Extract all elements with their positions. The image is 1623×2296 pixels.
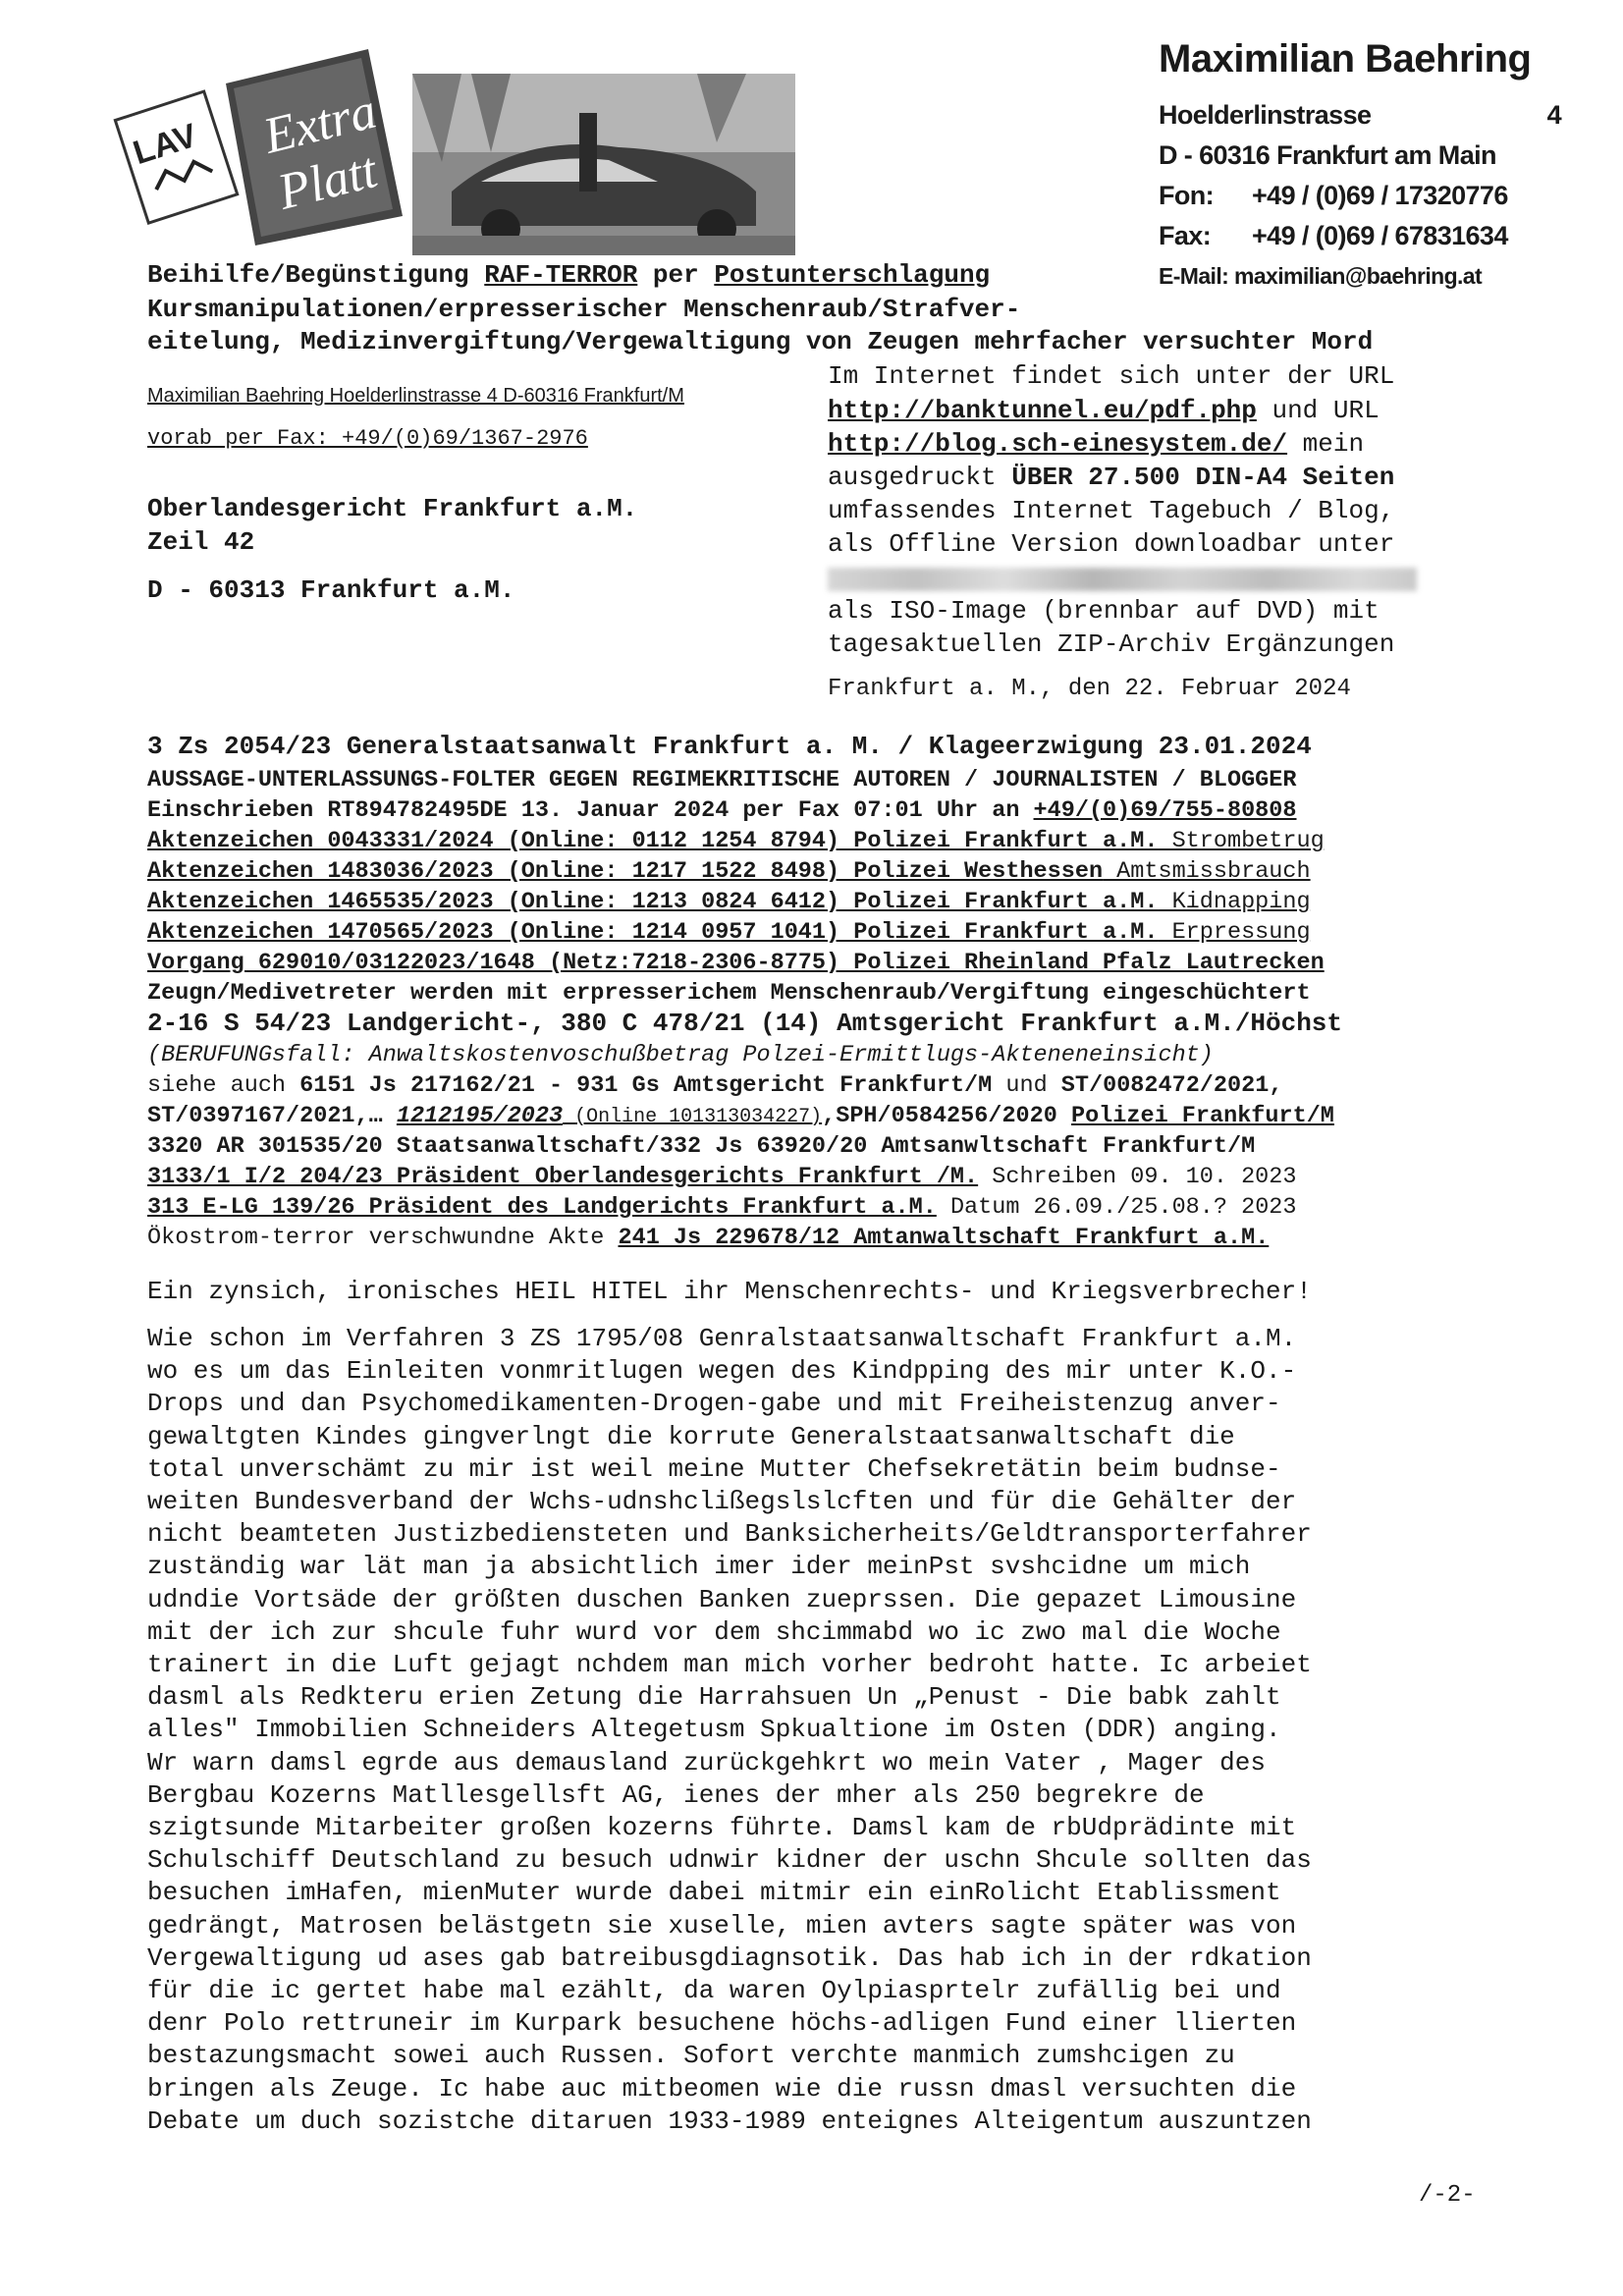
- ref-line-16: [147, 1194, 1297, 1221]
- recipient-street: Zeil 42: [147, 527, 255, 557]
- internet-note-ausgedruckt: ausgedruckt: [828, 463, 1012, 492]
- lav-badge: [115, 91, 237, 223]
- ref-fax-number: +49/(0)69/755-80808: [1033, 797, 1297, 824]
- body-line: alles" Immobilien Schneiders Altegetusm Spkualtione im Osten (DDR) anging.: [147, 1715, 1281, 1745]
- sender-street-line: [1159, 95, 1571, 136]
- lav-badge-text: LAV: [129, 116, 202, 173]
- ref-sph-number: ,SPH/0584256/2020: [822, 1103, 1071, 1129]
- car-wreck-photo: [412, 74, 795, 255]
- subject-line-3: eitelung, Medizinvergiftung/Vergewaltigung von Zeugen mehrfacher versuchter Mord: [147, 327, 1374, 356]
- sender-fon-line: [1159, 176, 1571, 216]
- ref-aktenzeichen-2: Aktenzeichen 1483036/2023 (Online: 1217 1522 8498) Polizei Westhessen: [147, 858, 1104, 885]
- date-line: Frankfurt a. M., den 22. Februar 2024: [828, 676, 1351, 702]
- ref-polizei-frankfurt: Polizei Frankfurt/M: [1070, 1103, 1334, 1129]
- sender-name: Maximilian Baehring: [1159, 37, 1532, 81]
- sender-block: [1159, 37, 1571, 297]
- subject-line-1: [147, 260, 990, 290]
- ref-tail-4: Erpressung: [1158, 919, 1311, 946]
- ref-line-1: 3 Zs 2054/23 Generalstaatsanwalt Frankfurt a. M. / Klageerzwigung 23.01.2024: [147, 732, 1312, 761]
- body-line: für die ic gertet habe mal ezählt, da waren Oylpiasprtelr zufällig bei und: [147, 1976, 1281, 2005]
- ref-online-number: (Online 101313034227): [563, 1106, 823, 1128]
- internet-note-line-6: als Offline Version downloadbar unter: [828, 529, 1395, 559]
- sender-house-number: 4: [1546, 100, 1561, 130]
- ref-line-11: (BERUFUNGsfall: Anwaltskostenvoschußbetrag Polzei-Ermittlugs-Akteneneinsicht): [147, 1042, 1214, 1068]
- return-address: Maximilian Baehring Hoelderlinstrasse 4 D-60316 Frankfurt/M: [147, 385, 684, 407]
- sender-city: D - 60316 Frankfurt am Main: [1159, 140, 1496, 170]
- ref-amtsanwaltschaft: 241 Js 229678/12 Amtanwaltschaft Frankfurt a.M.: [618, 1225, 1270, 1251]
- internet-note-line-3: [828, 429, 1364, 459]
- body-line: dasml als Redkteru erien Zetung die Harrahsuen Un „Penust - Die babk zahlt: [147, 1682, 1281, 1713]
- ref-einschreiben: Einschrieben RT894782495DE 13. Januar 2024 per Fax 07:01 Uhr an: [147, 797, 1034, 824]
- subject-prefix: Beihilfe/Begünstigung: [147, 260, 485, 290]
- body-line: besuchen imHafen, mienMuter wurde dabei mitmir ein einRolicht Etablissment: [147, 1878, 1281, 1908]
- ref-siehe-auch: siehe auch: [147, 1072, 300, 1099]
- subject-postunterschlagung: Postunterschlagung: [714, 260, 991, 290]
- internet-note-mein: mein: [1287, 429, 1365, 459]
- greeting: Ein zynsich, ironisches HEIL HITEL ihr Menschenrechts- und Kriegsverbrecher!: [147, 1277, 1312, 1306]
- banner-line1: Extra: [258, 82, 382, 165]
- ref-line-2: AUSSAGE-UNTERLASSUNGS-FOLTER GEGEN REGIMEKRITISCHE AUTOREN / JOURNALISTEN / BLOGGER: [147, 767, 1297, 793]
- ref-line-5: [147, 858, 1311, 885]
- internet-note-line-2: [828, 396, 1380, 425]
- ref-und: und: [992, 1072, 1061, 1099]
- sender-street: Hoelderlinstrasse: [1159, 100, 1372, 130]
- internet-note-url-suffix: und URL: [1256, 396, 1380, 425]
- body-line: Wr warn damsl egrde aus demausland zurückgehkrt wo mein Vater , Mager des: [147, 1747, 1266, 1777]
- body-line: Vergewaltigung ud ases gab batreibusgdiagnsotik. Das hab ich in der rdkation: [147, 1942, 1312, 1973]
- page-number: /-2-: [1419, 2182, 1476, 2209]
- internet-note-page-count: ÜBER 27.500 DIN-A4 Seiten: [1011, 463, 1395, 492]
- body-line: Wie schon im Verfahren 3 ZS 1795/08 Genralstaatsanwaltschaft Frankfurt a.M.: [147, 1324, 1297, 1353]
- body-line: gewaltgten Kindes gingverlngt die korrute Generalstaatsanwaltschaft die: [147, 1421, 1235, 1451]
- sender-email: E-Mail: maximilian@baehring.at: [1159, 263, 1483, 289]
- blog-link[interactable]: http://blog.sch-einesystem.de/: [828, 429, 1288, 459]
- internet-note-line-1: Im Internet findet sich unter der URL: [828, 361, 1395, 391]
- ref-line-7: [147, 919, 1311, 946]
- internet-note-line-5: umfassendes Internet Tagebuch / Blog,: [828, 496, 1395, 525]
- ref-js-number: 6151 Js 217162/21 - 931 Gs Amtsgericht Frankfurt/M: [299, 1072, 993, 1099]
- internet-note-line-4: [828, 463, 1394, 492]
- banner-line2: Platt: [272, 142, 383, 221]
- header-logo-graphic: [108, 44, 795, 280]
- body-line: szigtsunde Mitarbeiter großen kozerns führte. Damsl kam de rbUdprädinte mit: [147, 1813, 1297, 1842]
- body-line: Bergbau Kozerns Matllesgellsft AG, ienes der mher als 250 begrekre de: [147, 1779, 1205, 1810]
- ref-line-6: [147, 889, 1311, 915]
- sender-fax: +49 / (0)69 / 67831634: [1252, 221, 1508, 250]
- ref-line-8: Vorgang 629010/03122023/1648 (Netz:7218-2306-8775) Polizei Rheinland Pfalz Lautrecken: [147, 950, 1325, 976]
- body-line: weiten Bundesverband der Wchs-udnshclißegslslcften und für die Gehälter der: [147, 1487, 1297, 1516]
- body-line: Schulschiff Deutschland zu besuch udnwir kidner der uschn Shcule sollten das: [147, 1845, 1312, 1876]
- ref-lg-praesident: 313 E-LG 139/26 Präsident des Landgerichts Frankfurt a.M.: [147, 1194, 937, 1221]
- body-line: Debate um duch sozistche ditaruen 1933-1989 enteignes Alteigentum auszuntzen: [147, 2105, 1312, 2136]
- body-line: zuständig war lät man ja absichtlich imer ider meinPst svshcidne um mich: [147, 1552, 1251, 1582]
- internet-note-line-7: als ISO-Image (brennbar auf DVD) mit: [828, 596, 1380, 626]
- ref-1212195: 1212195/2023: [396, 1103, 564, 1129]
- body-line: Drops und dan Psychomedikamenten-Drogen-gabe und mit Freiheistenzug anver-: [147, 1389, 1281, 1419]
- ref-line-3: [147, 797, 1297, 824]
- body-line: trainert in die Luft gejagt nchdem man mich vorher bedroht hatte. Ic arbeiet: [147, 1650, 1312, 1679]
- sender-fax-line: [1159, 216, 1571, 256]
- ref-aktenzeichen-1: Aktenzeichen 0043331/2024 (Online: 0112 1254 8794) Polizei Frankfurt a.M.: [147, 828, 1159, 854]
- sender-fon: +49 / (0)69 / 17320776: [1252, 181, 1508, 210]
- ref-aktenzeichen-4: Aktenzeichen 1470565/2023 (Online: 1214 0957 1041) Polizei Frankfurt a.M.: [147, 919, 1159, 946]
- internet-note-line-8: tagesaktuellen ZIP-Archiv Ergänzungen: [828, 629, 1395, 659]
- recipient-court: Oberlandesgericht Frankfurt a.M.: [147, 494, 638, 523]
- recipient-city: D - 60313 Frankfurt a.M.: [147, 575, 515, 605]
- body-line: gedrängt, Matrosen belästgetn sie xuselle, mien avters sagte später was von: [147, 1910, 1297, 1941]
- body-line: nicht beamteten Justizbediensteten und Banksicherheits/Geldtransporterfahrer: [147, 1519, 1312, 1550]
- body-line: bringen als Zeuge. Ic habe auc mitbeomen wie die russn dmasl versuchten die: [147, 2073, 1297, 2104]
- subject-mid: per: [637, 260, 715, 290]
- ref-line-9: Zeugn/Medivetreter werden mit erpresserichem Menschenraub/Vergiftung eingeschüchtert: [147, 980, 1311, 1007]
- ref-line-10: 2-16 S 54/23 Landgericht-, 380 C 478/21 (14) Amtsgericht Frankfurt a.M./Höchst: [147, 1009, 1342, 1038]
- body-line: udndie Vortsäde der größten duschen Banken zueprssen. Die gepazet Limousine: [147, 1584, 1297, 1614]
- blurred-url: [828, 566, 1417, 593]
- ref-tail-1: Strombetrug: [1158, 828, 1325, 854]
- ref-line-12: [147, 1072, 1282, 1099]
- subject-raf-terror: RAF-TERROR: [484, 260, 638, 290]
- ref-st-number-2: ST/0397167/2021,…: [147, 1103, 397, 1129]
- body-line: mit der ich zur shcule fuhr wurd vor dem shcimmabd wo ic zwo mal die Woche: [147, 1616, 1281, 1647]
- ref-schreiben-date: Schreiben 09. 10. 2023: [978, 1164, 1297, 1190]
- ref-line-14: 3320 AR 301535/20 Staatsanwaltschaft/332 Js 63920/20 Amtsanwltschaft Frankfurt/M: [147, 1133, 1256, 1160]
- ref-line-15: [147, 1164, 1297, 1190]
- body-line: total unverschämt zu mir ist weil meine Mutter Chefsekretätin beim budnse-: [147, 1453, 1281, 1484]
- sender-fon-label: Fon:: [1159, 181, 1215, 210]
- extra-platt-banner: [226, 49, 403, 246]
- body-line: wo es um das Einleiten vonmritlugen wegen des Kindpping des mir unter K.O.-: [147, 1356, 1297, 1387]
- subject-line-2: Kursmanipulationen/erpresserischer Menschenraub/Strafver-: [147, 295, 1021, 324]
- ref-line-17: [147, 1225, 1269, 1251]
- body-line: denr Polo rettruneir im Kurpark besuchene höchs-adligen Fund einer llierten: [147, 2008, 1297, 2039]
- fax-notice: vorab per Fax: +49/(0)69/1367-2976: [147, 426, 588, 451]
- ref-tail-2: Amtsmissbrauch: [1103, 858, 1311, 885]
- ref-line-13: [147, 1103, 1334, 1129]
- sender-fax-label: Fax:: [1159, 221, 1212, 250]
- ref-line-4: [147, 828, 1325, 854]
- ref-st-number-1: ST/0082472/2021,: [1060, 1072, 1283, 1099]
- ref-olg-praesident: 3133/1 I/2 204/23 Präsident Oberlandesgerichts Frankfurt /M.: [147, 1164, 979, 1190]
- banktunnel-link[interactable]: http://banktunnel.eu/pdf.php: [828, 396, 1257, 425]
- ref-aktenzeichen-3: Aktenzeichen 1465535/2023 (Online: 1213 0824 6412) Polizei Frankfurt a.M.: [147, 889, 1159, 915]
- body-line: bestazungsmacht sowei auch Russen. Sofort verchte manmich zumshcigen zu: [147, 2041, 1235, 2071]
- ref-oekostrom: Ökostrom-terror verschwundne Akte: [147, 1225, 619, 1251]
- ref-datum: Datum 26.09./25.08.? 2023: [936, 1194, 1297, 1221]
- ref-tail-3: Kidnapping: [1158, 889, 1311, 915]
